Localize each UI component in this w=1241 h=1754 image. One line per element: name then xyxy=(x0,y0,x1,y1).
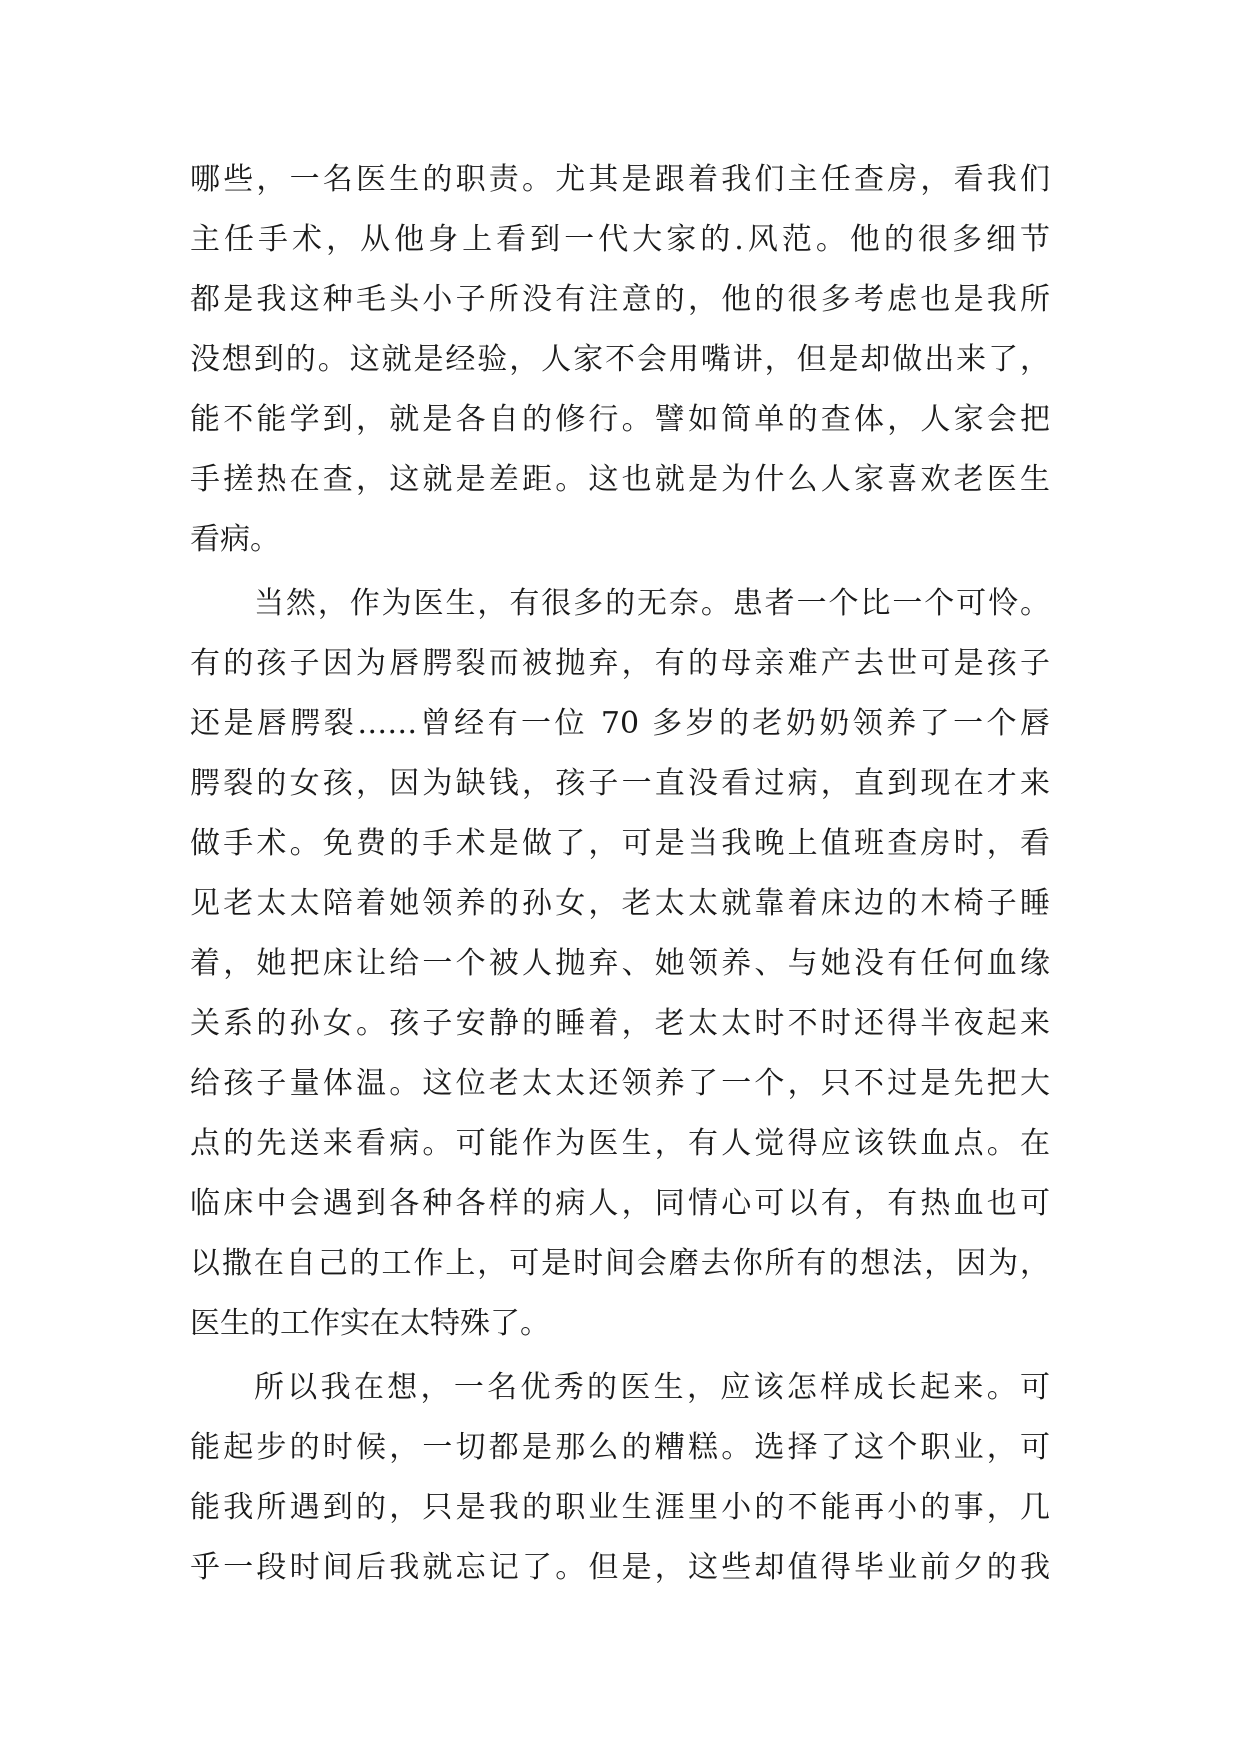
text-line: 给孩子量体温。这位老太太还领养了一个，只不过是先把大 xyxy=(190,1066,1050,1101)
text-line: 以撒在自己的工作上，可是时间会磨去你所有的想法，因为， xyxy=(190,1246,1050,1281)
text-line: 有的孩子因为唇腭裂而被抛弃，有的母亲难产去世可是孩子 xyxy=(190,646,1050,681)
text-line: 做手术。免费的手术是做了，可是当我晚上值班查房时，看 xyxy=(190,826,1050,861)
text-line: 临床中会遇到各种各样的病人，同情心可以有，有热血也可 xyxy=(190,1186,1050,1221)
text-line: 着，她把床让给一个被人抛弃、她领养、与她没有任何血缘 xyxy=(190,946,1050,981)
text-line: 乎一段时间后我就忘记了。但是，这些却值得毕业前夕的我 xyxy=(190,1550,1050,1585)
text-line: 关系的孙女。孩子安静的睡着，老太太时不时还得半夜起来 xyxy=(190,1006,1050,1041)
paragraph-1 xyxy=(190,150,1050,570)
text-line: 能我所遇到的，只是我的职业生涯里小的不能再小的事，几 xyxy=(190,1490,1050,1525)
text-line: 都是我这种毛头小子所没有注意的，他的很多考虑也是我所 xyxy=(190,282,1050,317)
text-line: 能起步的时候，一切都是那么的糟糕。选择了这个职业，可 xyxy=(190,1430,1050,1465)
text-line: 所以我在想，一名优秀的医生，应该怎样成长起来。可 xyxy=(254,1370,1050,1405)
text-line: 还是唇腭裂……曾经有一位 70 多岁的老奶奶领养了一个唇 xyxy=(190,706,1050,741)
text-line: 没想到的。这就是经验，人家不会用嘴讲，但是却做出来了， xyxy=(190,342,1050,377)
text-line: 能不能学到，就是各自的修行。譬如简单的查体，人家会把 xyxy=(190,402,1050,437)
text-line: 医生的工作实在太特殊了。 xyxy=(190,1306,550,1341)
text-line: 当然，作为医生，有很多的无奈。患者一个比一个可怜。 xyxy=(254,586,1050,621)
text-line: 腭裂的女孩，因为缺钱，孩子一直没看过病，直到现在才来 xyxy=(190,766,1050,801)
text-line: 见老太太陪着她领养的孙女，老太太就靠着床边的木椅子睡 xyxy=(190,886,1050,921)
text-line: 哪些，一名医生的职责。尤其是跟着我们主任查房，看我们 xyxy=(190,162,1050,197)
document-body xyxy=(190,150,1050,1598)
text-line: 点的先送来看病。可能作为医生，有人觉得应该铁血点。在 xyxy=(190,1126,1050,1161)
text-line: 看病。 xyxy=(190,522,280,557)
paragraph-2 xyxy=(190,574,1050,1354)
paragraph-3 xyxy=(190,1358,1050,1598)
text-line: 主任手术，从他身上看到一代大家的.风范。他的很多细节 xyxy=(190,222,1050,257)
text-line: 手搓热在查，这就是差距。这也就是为什么人家喜欢老医生 xyxy=(190,462,1050,497)
